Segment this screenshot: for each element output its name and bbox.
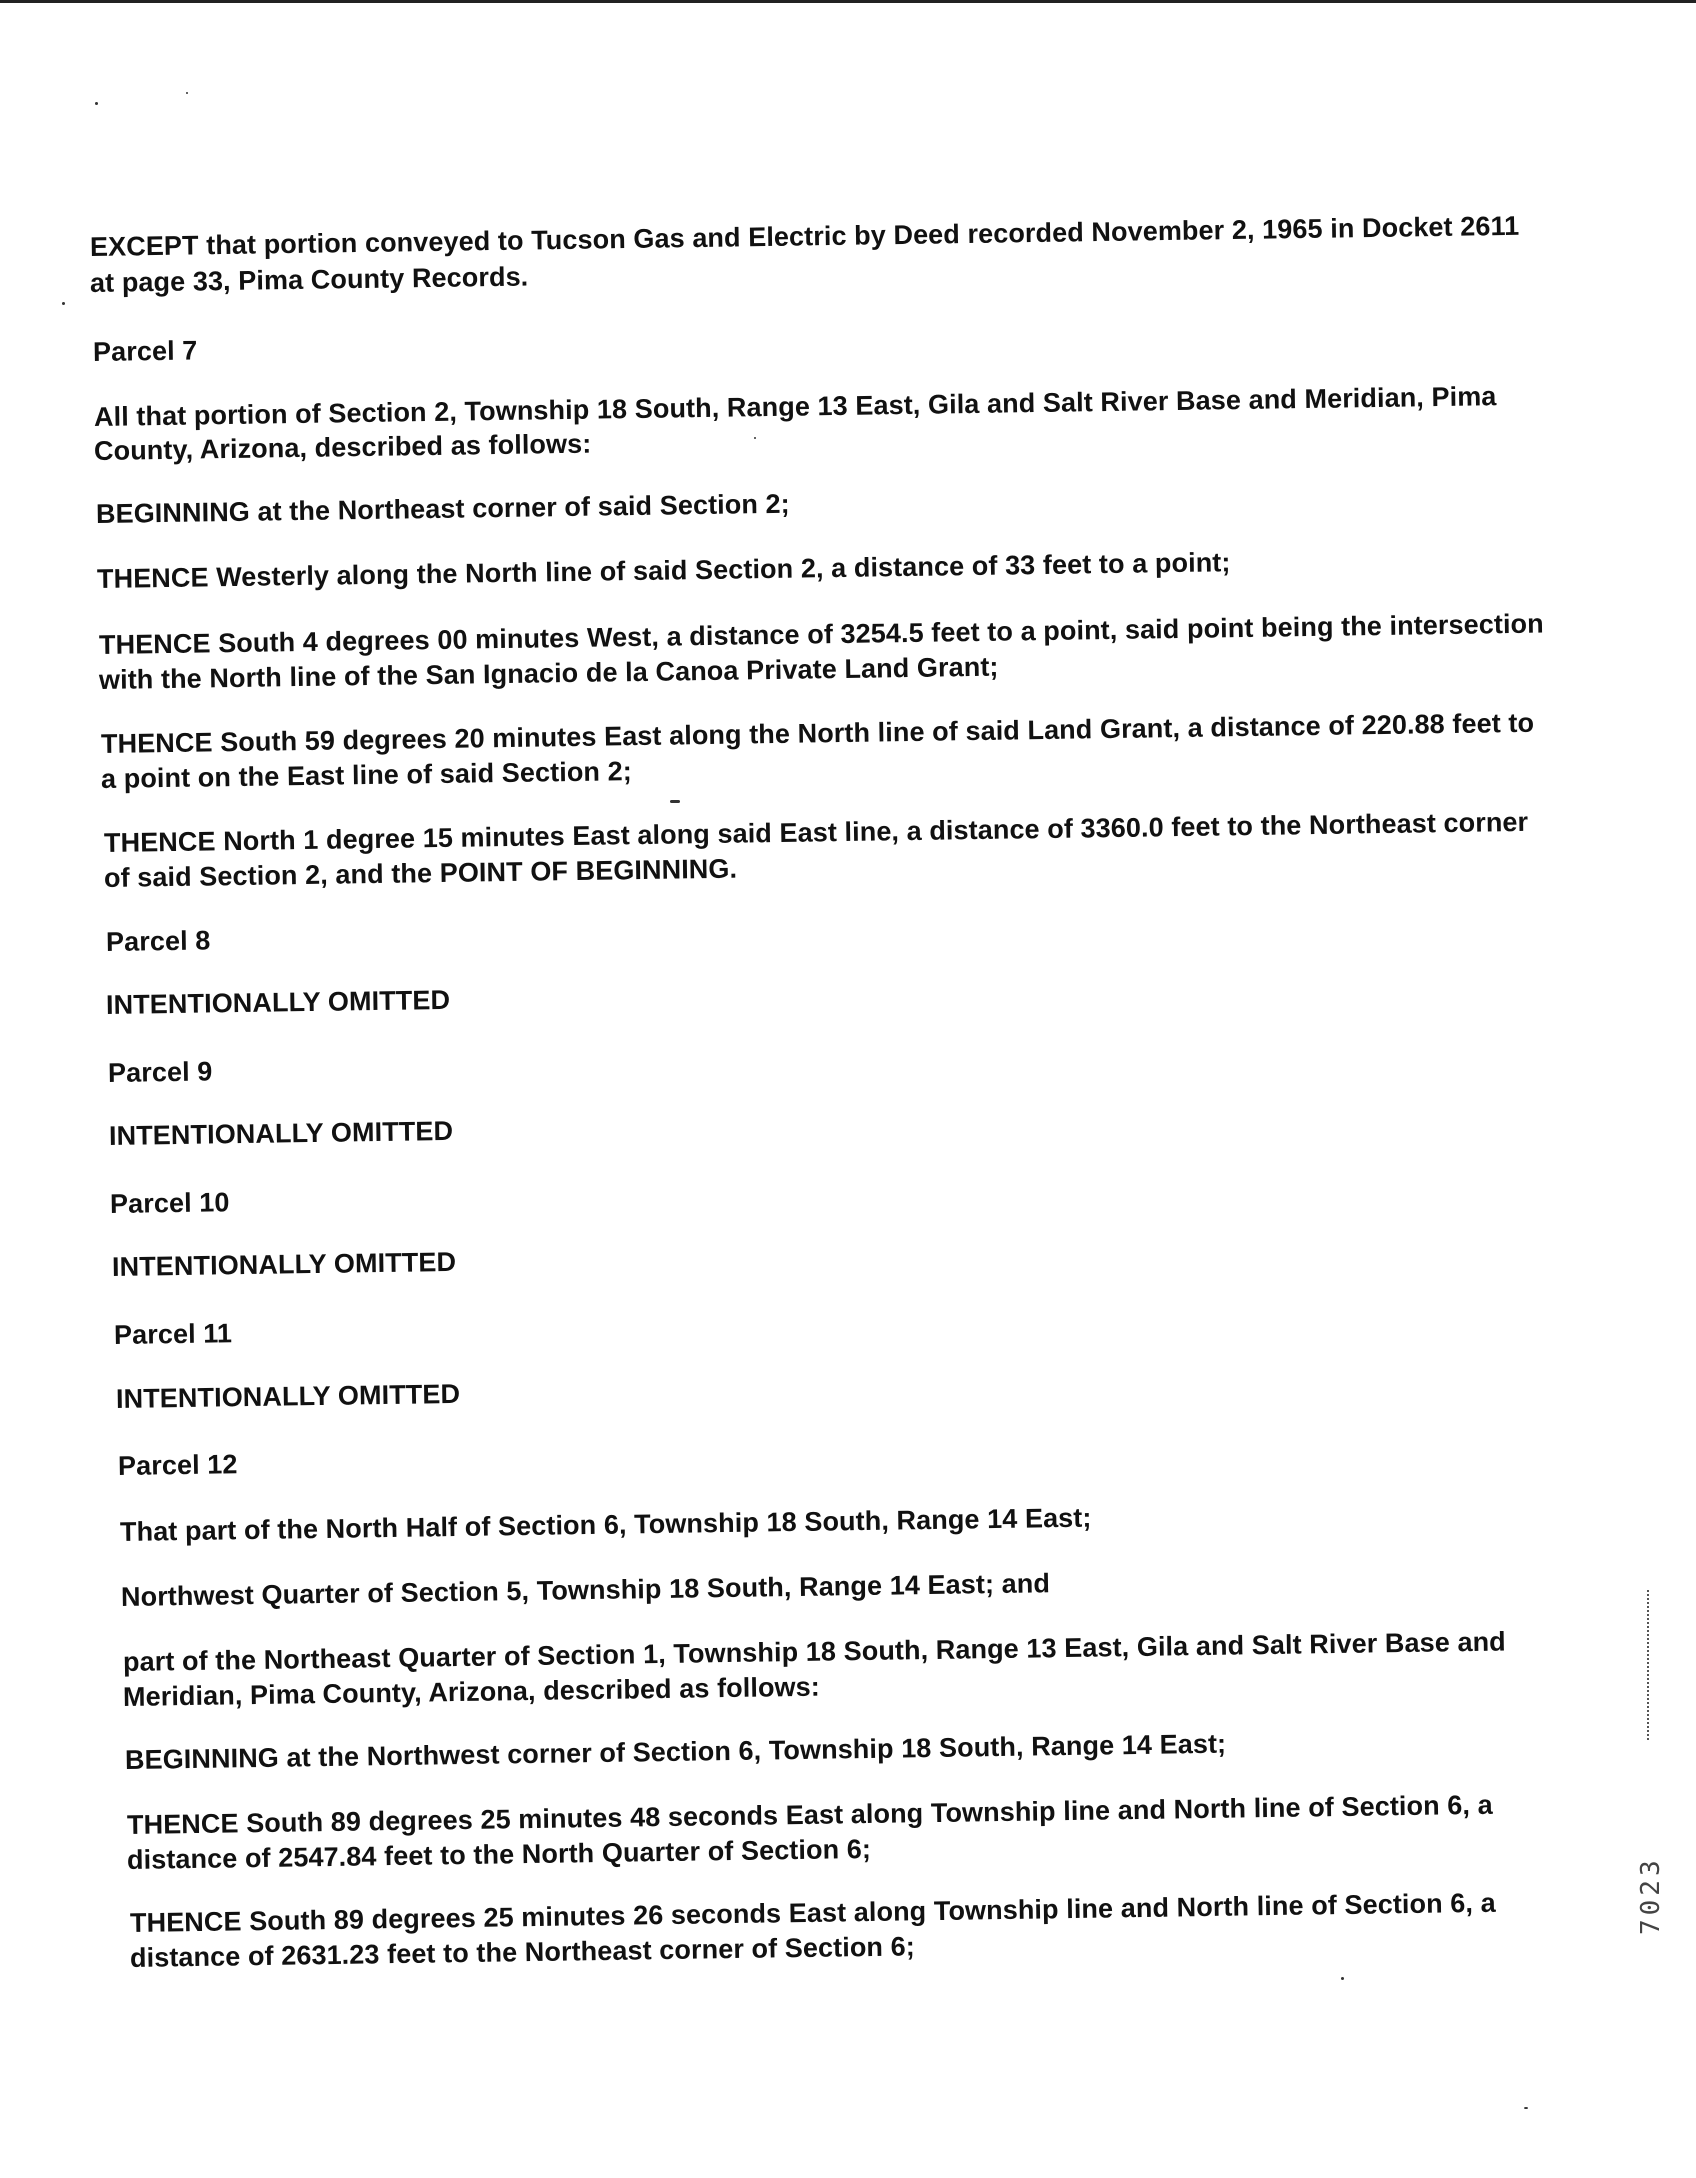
text-line: THENCE South 89 degrees 25 minutes 26 seconds East along Township line and North line of Section 6, a <box>129 1887 1496 1938</box>
text-line: THENCE South 59 degrees 20 minutes East along the North line of said Land Grant, a distance of 220.88 feet to <box>100 707 1535 759</box>
scan-speck <box>62 302 65 305</box>
scan-speck <box>1341 1977 1344 1980</box>
text-line: at page 33, Pima County Records. <box>89 261 529 298</box>
text-line: That part of the North Half of Section 6, Township 18 South, Range 14 East; <box>119 1502 1092 1547</box>
omitted-label: INTENTIONALLY OMITTED <box>108 1115 454 1151</box>
parcel-heading: Parcel 8 <box>105 925 211 957</box>
omitted-label: INTENTIONALLY OMITTED <box>111 1246 457 1282</box>
text-line: THENCE South 89 degrees 25 minutes 48 seconds East along Township line and North line of Section 6, a <box>126 1789 1493 1840</box>
text-line: All that portion of Section 2, Township 18 South, Range 13 East, Gila and Salt River Base and Meridian, Pima <box>93 381 1497 432</box>
scan-speck <box>95 102 98 105</box>
text-line: THENCE North 1 degree 15 minutes East along said East line, a distance of 3360.0 feet to the Northeast corner <box>103 806 1529 858</box>
parcel-heading: Parcel 12 <box>117 1449 238 1481</box>
text-line: distance of 2547.84 feet to the North Quarter of Section 6; <box>126 1833 872 1875</box>
parcel-heading: Parcel 7 <box>92 335 198 367</box>
scan-speck <box>186 92 188 94</box>
text-line: BEGINNING at the Northwest corner of Section 6, Township 18 South, Range 14 East; <box>124 1728 1227 1775</box>
scan-speck <box>754 437 756 439</box>
parcel-heading: Parcel 10 <box>109 1187 230 1219</box>
text-line: Meridian, Pima County, Arizona, described as follows: <box>122 1671 821 1712</box>
parcel-heading: Parcel 9 <box>107 1056 213 1088</box>
scan-speck <box>670 800 680 803</box>
text-line: distance of 2631.23 feet to the Northeast corner of Section 6; <box>129 1931 916 1973</box>
side-stamp-number: 7023 <box>1636 1856 1666 1935</box>
text-line: of said Section 2, and the POINT OF BEGINNING. <box>103 853 738 893</box>
page-top-edge <box>0 0 1696 3</box>
text-line: Northwest Quarter of Section 5, Township 18 South, Range 14 East; and <box>120 1568 1051 1612</box>
text-line: BEGINNING at the Northeast corner of said Section 2; <box>95 488 790 529</box>
scan-speck <box>1524 2107 1528 2109</box>
text-line: a point on the East line of said Section 2; <box>100 756 633 794</box>
omitted-label: INTENTIONALLY OMITTED <box>105 984 451 1020</box>
text-line: County, Arizona, described as follows: <box>93 428 592 466</box>
text-line: THENCE South 4 degrees 00 minutes West, a distance of 3254.5 feet to a point, said point being the intersection <box>98 608 1544 660</box>
omitted-label: INTENTIONALLY OMITTED <box>115 1378 461 1414</box>
text-line: part of the Northeast Quarter of Section 1, Township 18 South, Range 13 East, Gila and Salt River Base and <box>122 1626 1506 1677</box>
text-line: EXCEPT that portion conveyed to Tucson Gas and Electric by Deed recorded November 2, 1965 in Docket 2611 <box>89 210 1520 262</box>
text-line: THENCE Westerly along the North line of said Section 2, a distance of 33 feet to a point; <box>96 547 1231 594</box>
parcel-heading: Parcel 11 <box>113 1318 233 1350</box>
text-line: with the North line of the San Ignacio de la Canoa Private Land Grant; <box>98 651 999 695</box>
